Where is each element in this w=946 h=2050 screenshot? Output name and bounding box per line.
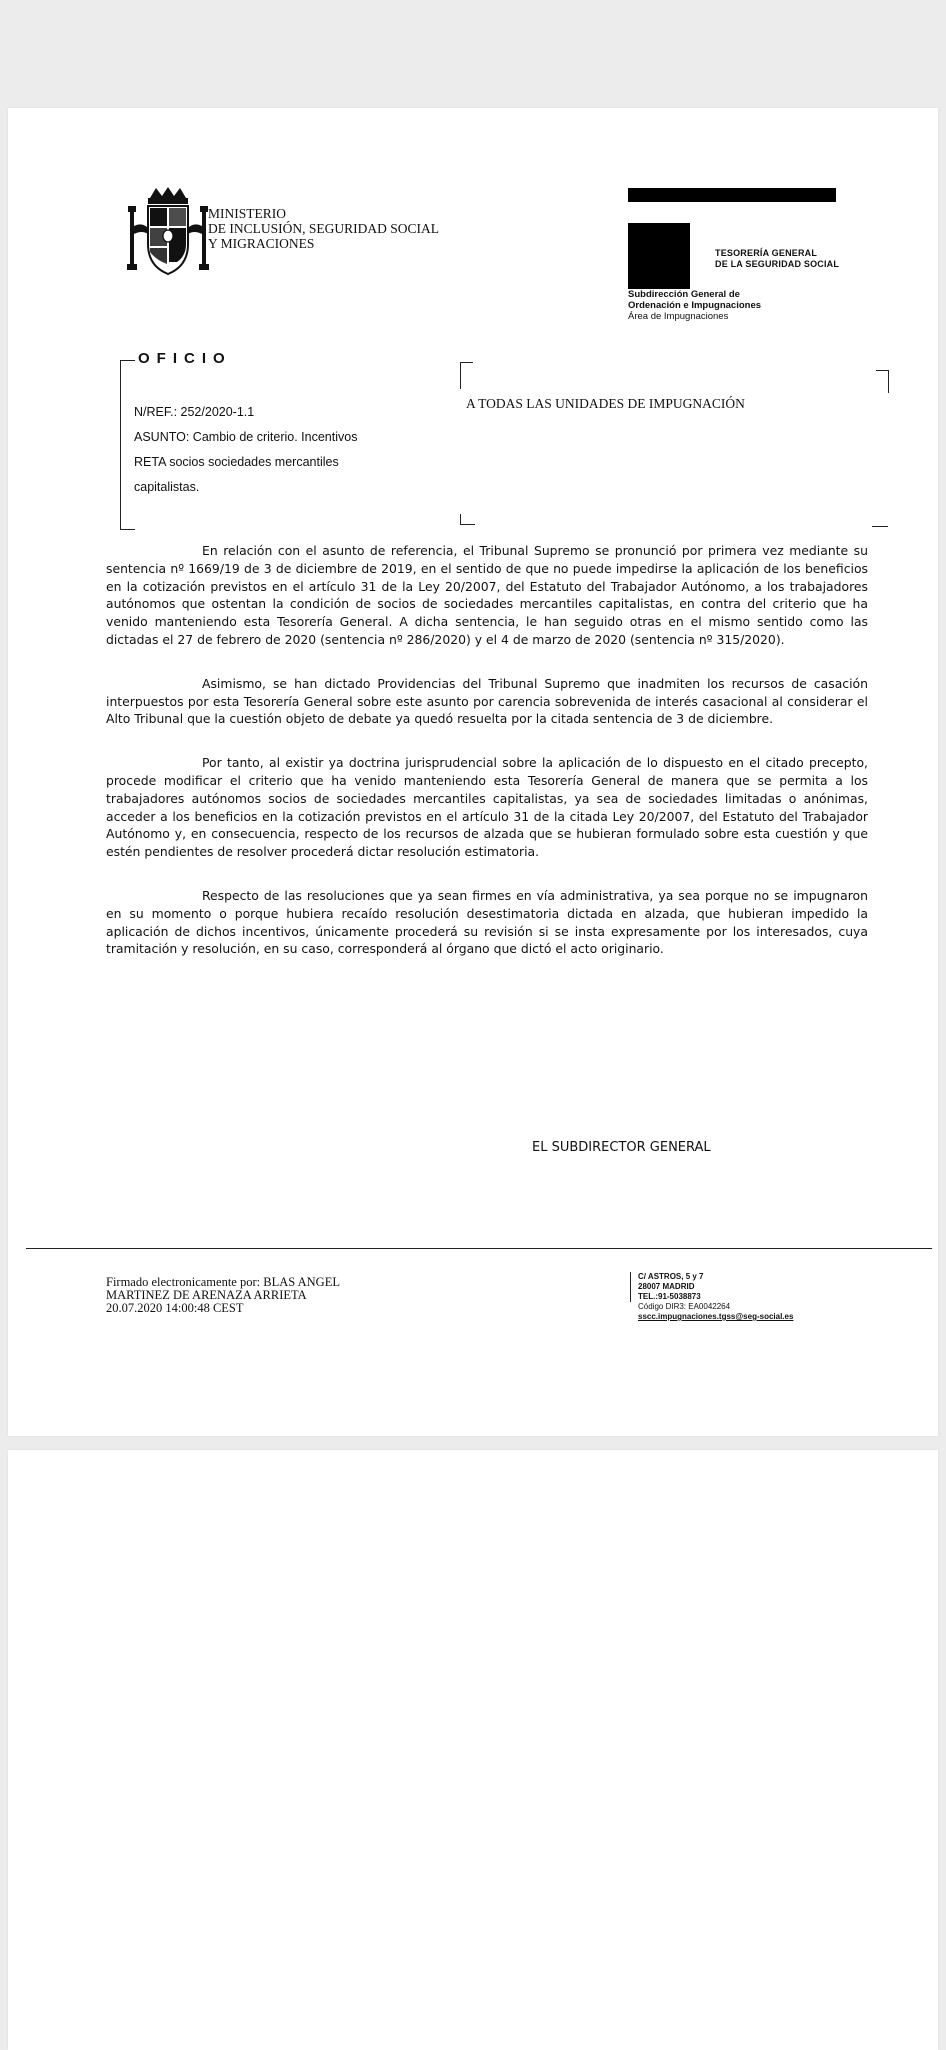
subject-line: RETA socios sociedades mercantiles: [134, 455, 339, 469]
address-line: TEL.:91-5038873: [638, 1292, 701, 1301]
subdir-line: Subdirección General de: [628, 289, 740, 300]
redacted-logo: [628, 223, 690, 289]
coat-of-arms-icon: [124, 186, 212, 278]
subject-line: ASUNTO: Cambio de criterio. Incentivos: [134, 430, 358, 444]
address-line: Código DIR3: EA0042264: [638, 1302, 731, 1311]
reference-number: N/REF.: 252/2020-1.1: [134, 405, 255, 419]
subdirection-name: [628, 289, 761, 322]
body-paragraph: Por tanto, al existir ya doctrina jurisprudencial sobre la aplicación de lo dispuesto en el citado precepto, procede modificar el criterio que ha venido manteniendo esta Tesorería General de manera que se permita a los trabajadores autónomos socios de sociedades mercantiles capitalistas, ya sea de sociedades limitadas o anónimas, acceder a los beneficios en la cotización previstos en el artículo 31 de la citada Ley 20/2007, del Estatuto del Trabajador Autónomo y, en consecuencia, respecto de los recursos de alzada que se hubieran formulado sobre esta cuestión y que estén pendientes de resolver procederá dictar resolución estimatoria.: [106, 755, 868, 860]
subject-line: capitalistas.: [134, 480, 200, 494]
reference-bracket: [120, 360, 135, 530]
subdir-line: Ordenación e Impugnaciones: [628, 300, 762, 311]
address-line: C/ ASTROS, 5 y 7: [638, 1272, 704, 1281]
body-paragraph: Respecto de las resoluciones que ya sean firmes en vía administrativa, ya sea porque no se impugnaron en su momento o porque hubiera recaído resolución desestimatoria dictada en alzada, que hubieran impedido la aplicación de dichos incentivos, únicamente procederá su revisión si se insta expresamente por los interesados, cuya tramitación y resolución, en su caso, corresponderá al órgano que dictó el acto originario.: [106, 887, 868, 957]
oficio-title: OFICIO: [138, 350, 232, 367]
reference-block: [134, 400, 454, 500]
electronic-signature: [106, 1276, 466, 1315]
signature-line: MARTINEZ DE ARENAZA ARRIETA: [106, 1288, 307, 1302]
signer-title: EL SUBDIRECTOR GENERAL: [532, 1140, 711, 1155]
email-link[interactable]: sscc.impugnaciones.tgss@seg-social.es: [638, 1312, 794, 1321]
tgss-line: DE LA SEGURIDAD SOCIAL: [715, 259, 840, 269]
address-bracket: [630, 1272, 631, 1302]
ministry-name: [208, 206, 439, 251]
address-corner: [460, 362, 473, 389]
ministry-line: Y MIGRACIONES: [208, 236, 315, 251]
redaction-bar: [628, 188, 836, 202]
address-corner: [872, 522, 888, 527]
signature-line: Firmado electronicamente por: BLAS ANGEL: [106, 1275, 340, 1289]
document-page-1: [8, 108, 938, 1436]
document-page-2: [8, 1450, 938, 2050]
address-corner: [876, 370, 889, 393]
signature-line: 20.07.2020 14:00:48 CEST: [106, 1301, 244, 1315]
tgss-line: TESORERÍA GENERAL: [715, 248, 818, 258]
subdir-line: Área de Impugnaciones: [628, 311, 729, 322]
ministry-line: DE INCLUSIÓN, SEGURIDAD SOCIAL: [208, 221, 439, 236]
address-corner: [460, 514, 475, 525]
ministry-line: MINISTERIO: [208, 206, 286, 221]
office-address: [638, 1272, 793, 1322]
body-paragraph: En relación con el asunto de referencia, el Tribunal Supremo se pronunció por primera vez mediante su sentencia nº 1669/19 de 3 de diciembre de 2019, en el sentido de que no puede impedirse la aplicación de los beneficios en la cotización previstos en el artículo 31 de la Ley 20/2007, del Estatuto del Trabajador Autónomo, a los trabajadores autónomos que ostentan la condición de socios de sociedades mercantiles capitalistas, en contra del criterio que ha venido manteniendo esta Tesorería General. A dicha sentencia, le han seguido otras en el mismo sentido como las dictadas el 27 de febrero de 2020 (sentencia nº 286/2020) y el 4 de marzo de 2020 (sentencia nº 315/2020).: [106, 543, 868, 647]
body-paragraph: Asimismo, se han dictado Providencias del Tribunal Supremo que inadmiten los recursos de casación interpuestos por esta Tesorería General sobre este asunto por carencia sobrevenida de interés casacional al considerar el Alto Tribunal que la cuestión objeto de debate ya quedó resuelta por la citada sentencia de 3 de diciembre.: [106, 675, 868, 727]
tgss-name: [715, 248, 839, 270]
address-line: 28007 MADRID: [638, 1282, 695, 1291]
letter-body: [106, 542, 868, 984]
footer-divider: [26, 1248, 932, 1249]
recipient: A TODAS LAS UNIDADES DE IMPUGNACIÓN: [466, 396, 745, 411]
